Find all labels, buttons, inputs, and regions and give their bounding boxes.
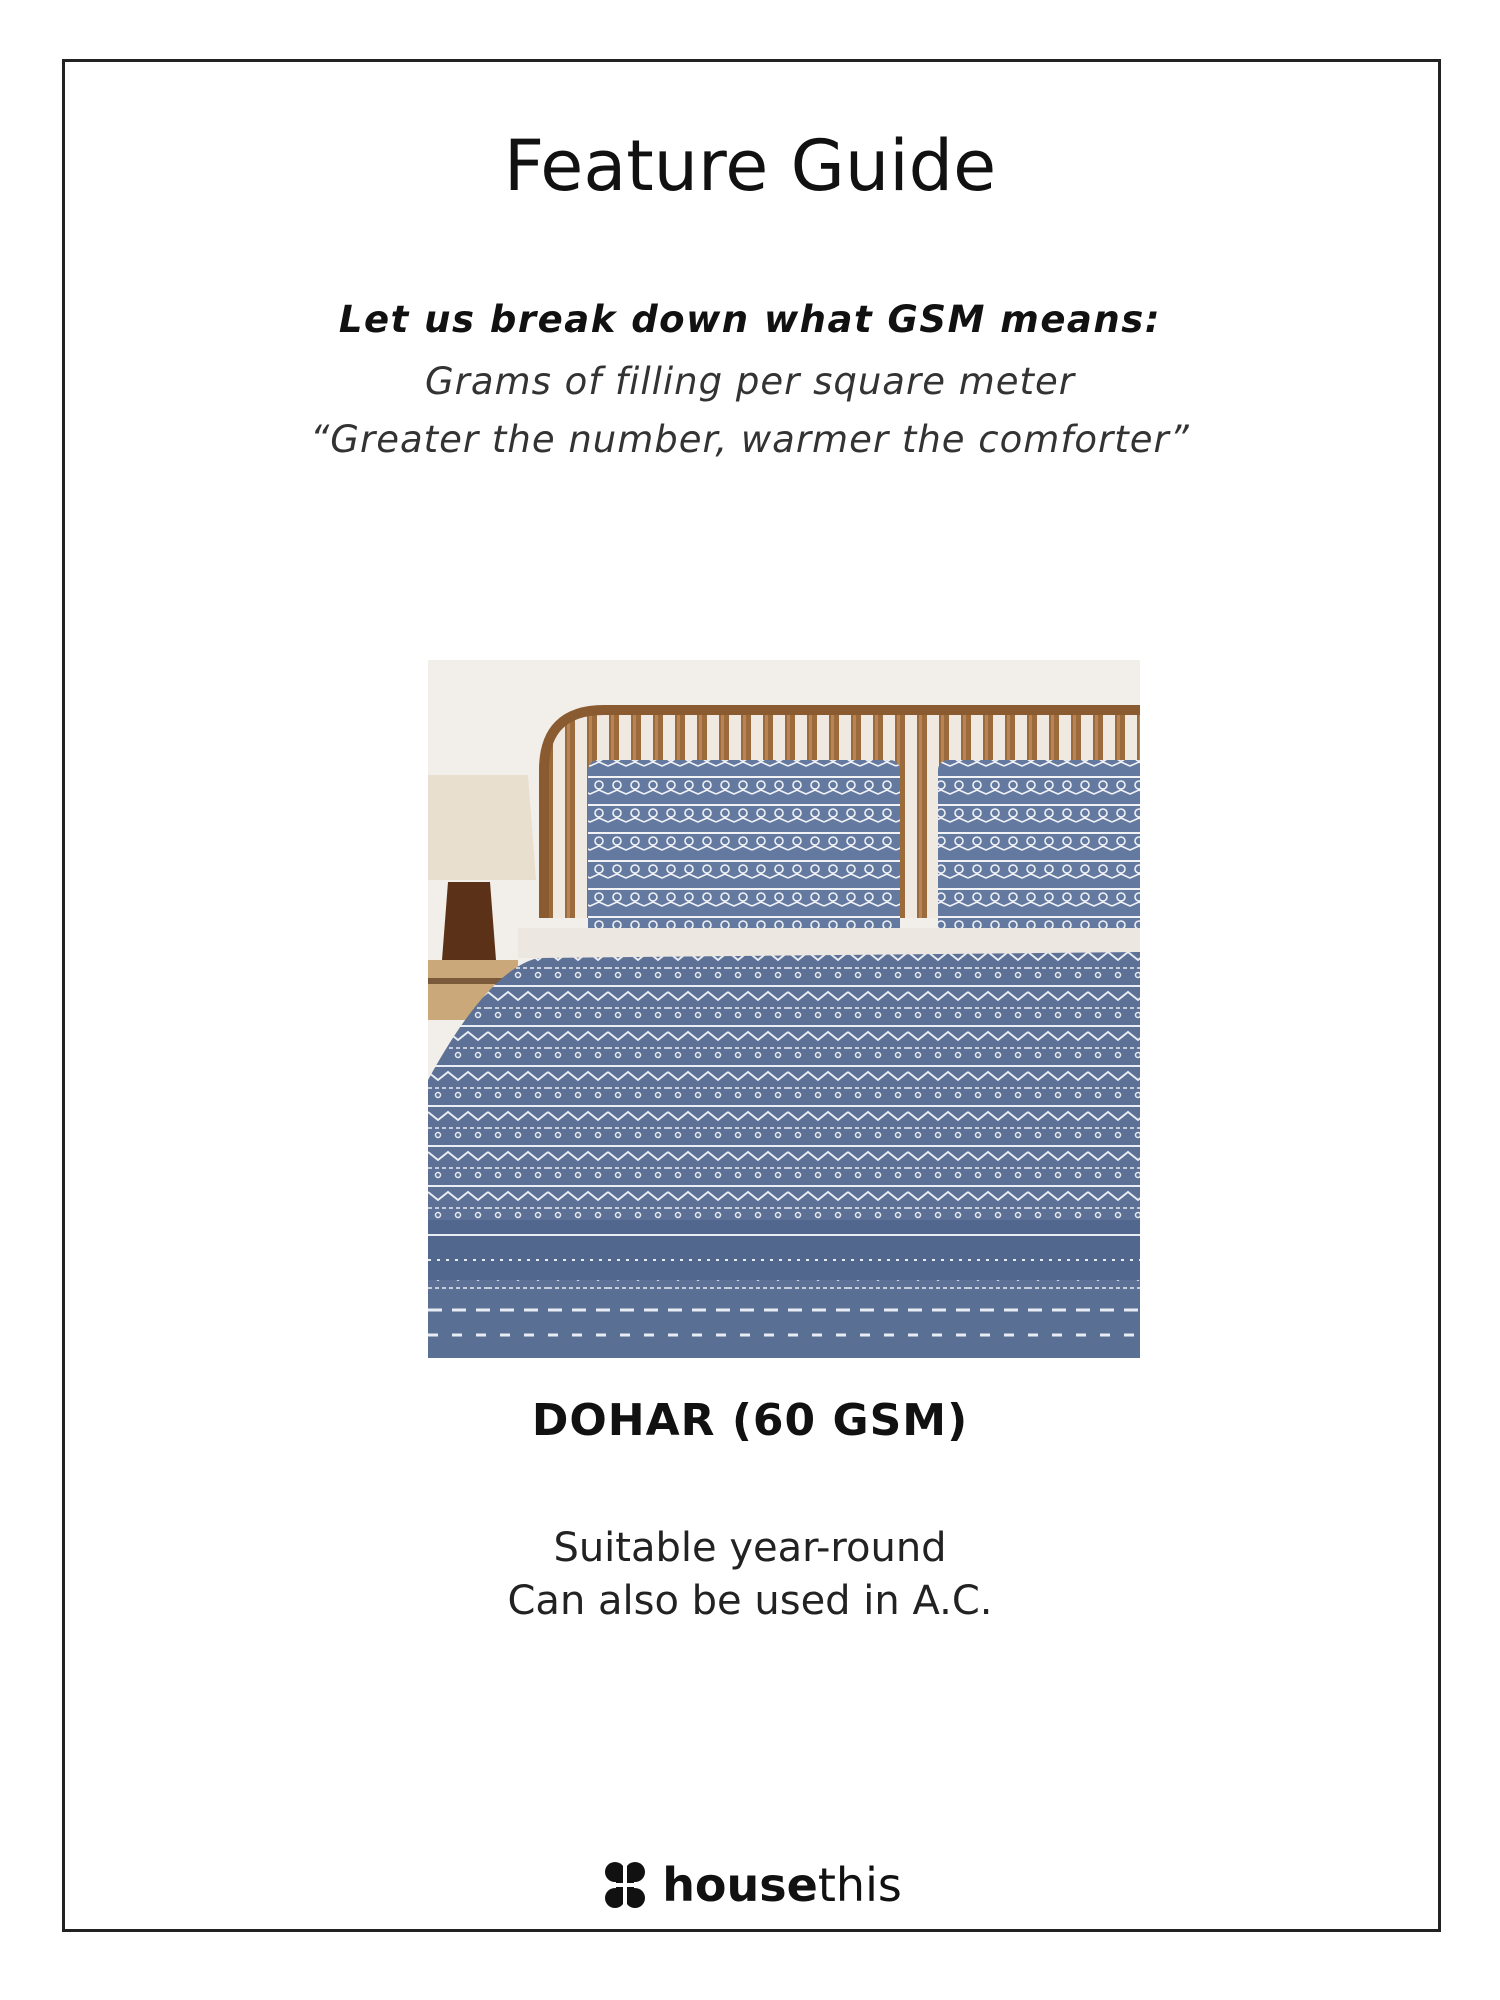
product-feature-2: Can also be used in A.C. (507, 1578, 993, 1624)
page-title: Feature Guide (503, 125, 997, 207)
product-name: DOHAR (60 GSM) (531, 1395, 969, 1446)
gsm-heading: Let us break down what GSM means: (338, 298, 1162, 341)
brand-logo (0, 1858, 1500, 1912)
gsm-quote: “Greater the number, warmer the comforter” (310, 418, 1190, 461)
product-photo (428, 660, 1140, 1358)
brand-name-light: this (817, 1858, 902, 1912)
product-feature-1: Suitable year-round (553, 1525, 947, 1571)
brand-name (662, 1858, 902, 1912)
gsm-definition: Grams of filling per square meter (424, 360, 1076, 403)
brand-name-bold: house (662, 1858, 818, 1912)
housethis-logo-icon (598, 1858, 652, 1912)
